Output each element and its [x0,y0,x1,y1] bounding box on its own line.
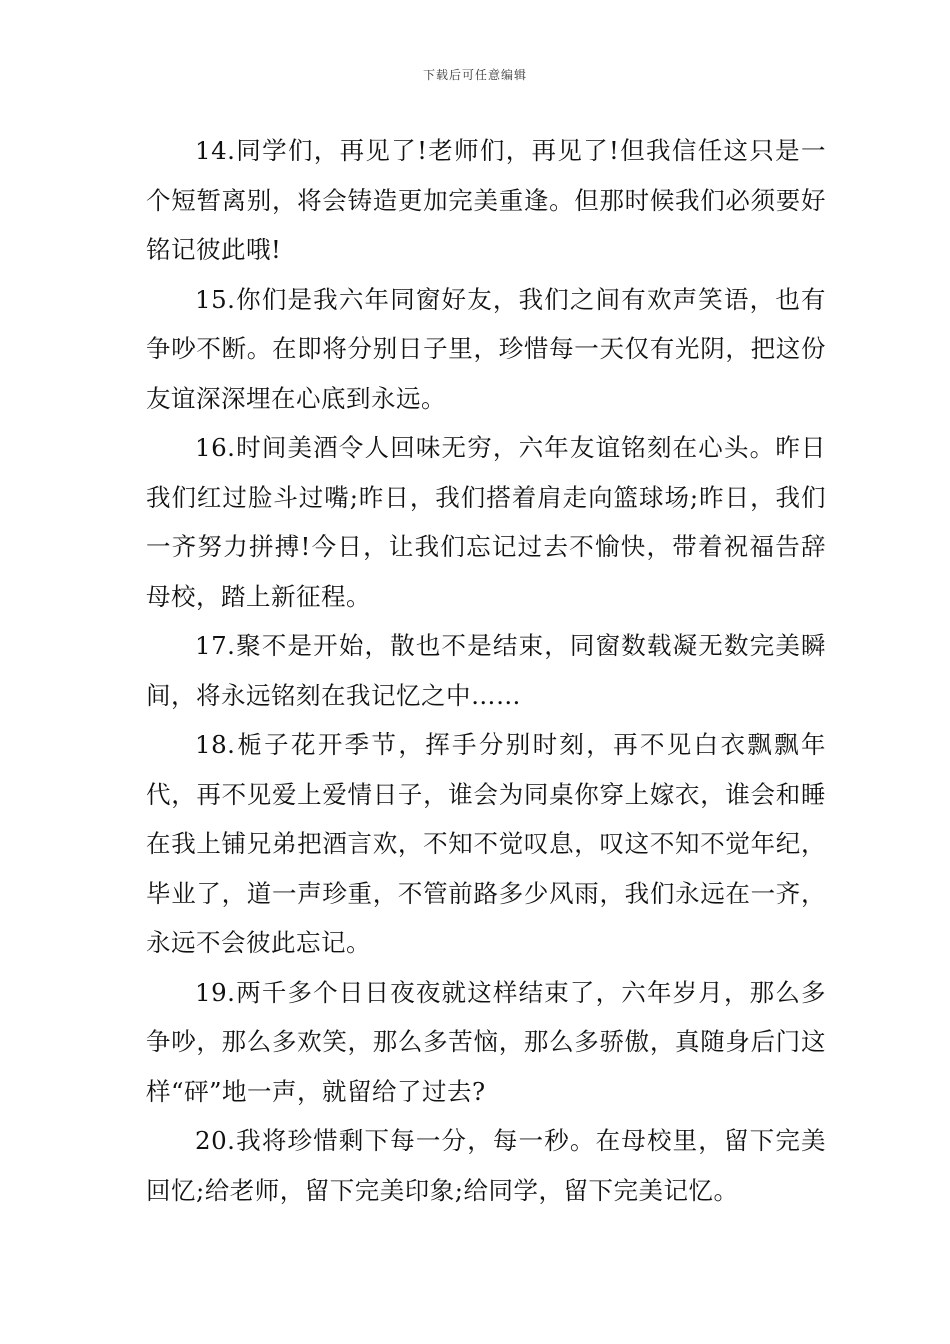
paragraph-17: 17.聚不是开始，散也不是结束，同窗数载凝无数完美瞬间，将永远铭刻在我记忆之中…… [146,631,826,710]
paragraph-14: 14.同学们，再见了!老师们，再见了!但我信任这只是一个短暂离别，将会铸造更加完美重逢。但那时候我们必须要好铭记彼此哦! [146,136,826,264]
document-body [146,126,826,1215]
paragraph-20: 20.我将珍惜剩下每一分，每一秒。在母校里，留下完美回忆;给老师，留下完美印象;给同学，留下完美记忆。 [146,1126,826,1205]
paragraph-16: 16.时间美酒令人回味无穷，六年友谊铭刻在心头。昨日我们红过脸斗过嘴;昨日，我们搭着肩走向篮球场;昨日，我们一齐努力拼搏!今日，让我们忘记过去不愉快，带着祝福告辞母校，踏上新征程。 [146,433,826,611]
paragraph-15: 15.你们是我六年同窗好友，我们之间有欢声笑语，也有争吵不断。在即将分别日子里，珍惜每一天仅有光阴，把这份友谊深深埋在心底到永远。 [146,284,826,413]
paragraph-18: 18.栀子花开季节，挥手分别时刻，再不见白衣飘飘年代，再不见爱上爱情日子，谁会为同桌你穿上嫁衣，谁会和睡在我上铺兄弟把酒言欢，不知不觉叹息，叹这不知不觉年纪，毕业了，道一声珍重，不管前路多少风雨，我们永远在一齐，永远不会彼此忘记。 [146,730,826,957]
paragraph-19: 19.两千多个日日夜夜就这样结束了，六年岁月，那么多争吵，那么多欢笑，那么多苦恼，那么多骄傲，真随身后门这样“砰”地一声，就留给了过去? [146,977,826,1106]
page-header: 下载后可任意编辑 [422,68,527,82]
